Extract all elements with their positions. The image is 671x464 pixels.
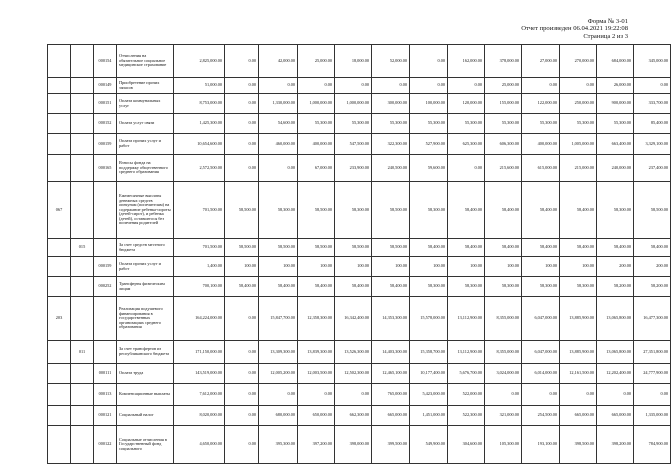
program-code-cell: 203 [48,297,71,341]
monthly-amount-cell: 8,355,000.00 [485,341,522,364]
monthly-amount-cell: 378,000.00 [485,45,522,78]
monthly-amount-cell: 15,358,700.00 [410,341,448,364]
program-code-cell [48,94,71,114]
monthly-amount-cell: 120,000.00 [448,94,485,114]
subprogram-code-cell [71,297,94,341]
monthly-amount-cell: 784,900.00 [634,426,671,464]
monthly-amount-cell: 233,900.00 [335,155,372,182]
table-row [48,239,671,257]
specifics-code-cell: 000111 [94,364,117,384]
monthly-amount-cell: 1,330,000.00 [259,94,298,114]
monthly-amount-cell: 24,777,900.00 [634,364,671,384]
subprogram-code-cell [71,364,94,384]
annual-total-cell: 7,612,000.00 [174,384,225,406]
subprogram-code-cell [71,426,94,464]
monthly-amount-cell: 254,500.00 [522,406,560,426]
specifics-code-cell: 000165 [94,155,117,182]
subprogram-code-cell [71,406,94,426]
monthly-amount-cell: 1,451,000.00 [410,406,448,426]
monthly-amount-cell: 55,300.00 [522,114,560,134]
monthly-amount-cell: 58,500.00 [298,239,335,257]
monthly-amount-cell: 0.00 [225,297,259,341]
monthly-amount-cell: 0.00 [225,384,259,406]
monthly-amount-cell: 0.00 [225,45,259,78]
monthly-amount-cell: 13,112,900.00 [448,341,485,364]
monthly-amount-cell: 0.00 [225,114,259,134]
monthly-amount-cell: 100.00 [298,257,335,277]
item-name-cell: Социальные отчисления в Государственный фонд социального [117,426,174,464]
monthly-amount-cell: 100.00 [410,257,448,277]
annual-total-cell: 2,572,500.00 [174,155,225,182]
program-code-cell [48,426,71,464]
monthly-amount-cell: 765,000.00 [372,384,410,406]
monthly-amount-cell: 55,300.00 [335,114,372,134]
monthly-amount-cell: 58,400.00 [597,239,634,257]
item-name-cell: Компенсационные выплаты [117,384,174,406]
item-name-cell: Социальный налог [117,406,174,426]
monthly-amount-cell: 0.00 [298,78,335,94]
specifics-code-cell: 000113 [94,384,117,406]
monthly-amount-cell: 12,358,300.00 [298,297,335,341]
monthly-amount-cell: 8,355,000.00 [485,297,522,341]
monthly-amount-cell: 58,400.00 [298,277,335,297]
monthly-amount-cell: 215,600.00 [485,155,522,182]
monthly-amount-cell: 100.00 [485,257,522,277]
monthly-amount-cell: 58,300.00 [259,182,298,239]
monthly-amount-cell: 0.00 [597,384,634,406]
annual-total-cell: 8,753,000.00 [174,94,225,114]
monthly-amount-cell: 16,342,400.00 [335,297,372,341]
monthly-amount-cell: 100.00 [335,257,372,277]
table-row [48,78,671,94]
monthly-amount-cell: 100.00 [225,257,259,277]
monthly-amount-cell: 25,000.00 [485,78,522,94]
annual-total-cell: 10,654,600.00 [174,134,225,155]
table-row [48,426,671,464]
monthly-amount-cell: 0.00 [522,78,560,94]
monthly-amount-cell: 55,300.00 [560,114,597,134]
specifics-code-cell: 000252 [94,277,117,297]
table-row [48,277,671,297]
monthly-amount-cell: 0.00 [410,78,448,94]
specifics-code-cell [94,341,117,364]
monthly-amount-cell: 0.00 [225,94,259,114]
monthly-amount-cell: 400,000.00 [298,134,335,155]
specifics-code-cell [94,239,117,257]
subprogram-code-cell [71,155,94,182]
monthly-amount-cell: 397,200.00 [298,426,335,464]
annual-total-cell: 700,100.00 [174,277,225,297]
table-row [48,341,671,364]
monthly-amount-cell: 13,112,900.00 [448,297,485,341]
monthly-amount-cell: 0.00 [335,78,372,94]
monthly-amount-cell: 12,003,500.00 [298,364,335,384]
monthly-amount-cell: 12,005,200.00 [259,364,298,384]
monthly-amount-cell: 304,600.00 [448,426,485,464]
report-timestamp: Отчет произведен 06.04.2021 19:22:08 [521,25,628,32]
table-row [48,364,671,384]
monthly-amount-cell: 14,403,300.00 [372,341,410,364]
monthly-amount-cell: 1,000,000.00 [335,94,372,114]
monthly-amount-cell: 0.00 [372,78,410,94]
specifics-code-cell [94,297,117,341]
monthly-amount-cell: 58,300.00 [448,277,485,297]
monthly-amount-cell: 0.00 [634,78,671,94]
monthly-amount-cell: 615,000.00 [522,155,560,182]
monthly-amount-cell: 0.00 [225,426,259,464]
monthly-amount-cell: 684,000.00 [597,45,634,78]
monthly-amount-cell: 460,000.00 [259,134,298,155]
monthly-amount-cell: 240,500.00 [372,155,410,182]
monthly-amount-cell: 13,526,300.00 [335,341,372,364]
specifics-code-cell: 000159 [94,134,117,155]
monthly-amount-cell: 0.00 [225,78,259,94]
monthly-amount-cell: 5,423,000.00 [410,384,448,406]
monthly-amount-cell: 58,500.00 [298,182,335,239]
monthly-amount-cell: 58,200.00 [634,277,671,297]
monthly-amount-cell: 522,000.00 [448,384,485,406]
specifics-code-cell: 000149 [94,78,117,94]
monthly-amount-cell: 58,500.00 [225,239,259,257]
monthly-amount-cell: 398,500.00 [560,426,597,464]
monthly-amount-cell: 58,500.00 [372,239,410,257]
monthly-amount-cell: 0.00 [448,78,485,94]
specifics-code-cell: 000122 [94,426,117,464]
table-row [48,182,671,239]
monthly-amount-cell: 0.00 [225,134,259,155]
monthly-amount-cell: 25,000.00 [298,45,335,78]
annual-total-cell: 143,519,000.00 [174,364,225,384]
monthly-amount-cell: 58,300.00 [560,277,597,297]
annual-total-cell: 171,150,000.00 [174,341,225,364]
monthly-amount-cell: 155,000.00 [485,94,522,114]
annual-total-cell: 164,224,000.00 [174,297,225,341]
monthly-amount-cell: 0.00 [259,155,298,182]
monthly-amount-cell: 400,000.00 [522,134,560,155]
monthly-amount-cell: 0.00 [448,155,485,182]
program-code-cell: 067 [48,182,71,239]
monthly-amount-cell: 58,400.00 [448,239,485,257]
monthly-amount-cell: 55,300.00 [372,114,410,134]
monthly-amount-cell: 663,400.00 [597,134,634,155]
monthly-amount-cell: 58,400.00 [560,182,597,239]
annual-total-cell: 51,000.00 [174,78,225,94]
specifics-code-cell [94,182,117,239]
monthly-amount-cell: 100.00 [448,257,485,277]
monthly-amount-cell: 625,300.00 [448,134,485,155]
monthly-amount-cell: 333,700.00 [634,94,671,114]
monthly-amount-cell: 15,847,700.00 [259,297,298,341]
monthly-amount-cell: 26,000.00 [597,78,634,94]
monthly-amount-cell: 650,000.00 [298,406,335,426]
annual-total-cell: 2,825,000.00 [174,45,225,78]
monthly-amount-cell: 200.00 [597,257,634,277]
monthly-amount-cell: 58,300.00 [522,277,560,297]
monthly-amount-cell: 399,500.00 [372,426,410,464]
monthly-amount-cell: 58,400.00 [560,239,597,257]
item-name-cell: Ежемесячные выплаты денежных средств опекунам (попечителям) на содержание ребенка-сироты (детей-сирот), и ребенка (детей), оставшегося без попечения родителей [117,182,174,239]
program-code-cell [48,78,71,94]
subprogram-code-cell [71,94,94,114]
program-code-cell [48,406,71,426]
monthly-amount-cell: 0.00 [410,45,448,78]
monthly-amount-cell: 0.00 [485,384,522,406]
monthly-amount-cell: 13,885,900.00 [560,341,597,364]
item-name-cell: За счет трансфертов из республиканского бюджета [117,341,174,364]
subprogram-code-cell [71,257,94,277]
monthly-amount-cell: 105,300.00 [485,426,522,464]
monthly-amount-cell: 250,000.00 [560,94,597,114]
monthly-amount-cell: 322,300.00 [372,134,410,155]
monthly-amount-cell: 100.00 [522,257,560,277]
monthly-amount-cell: 215,000.00 [560,155,597,182]
monthly-amount-cell: 3,024,000.00 [485,364,522,384]
monthly-amount-cell: 237,400.00 [634,155,671,182]
monthly-amount-cell: 0.00 [560,78,597,94]
monthly-amount-cell: 0.00 [560,384,597,406]
monthly-amount-cell: 58,300.00 [410,277,448,297]
subprogram-code-cell [71,277,94,297]
monthly-amount-cell: 58,300.00 [410,182,448,239]
program-code-cell [48,155,71,182]
program-code-cell [48,239,71,257]
monthly-amount-cell: 12,161,500.00 [560,364,597,384]
specifics-code-cell: 000152 [94,114,117,134]
monthly-amount-cell: 240,000.00 [597,155,634,182]
program-code-cell [48,134,71,155]
monthly-amount-cell: 122,000.00 [522,94,560,114]
monthly-amount-cell: 193,100.00 [522,426,560,464]
monthly-amount-cell: 58,400.00 [372,277,410,297]
monthly-amount-cell: 59,600.00 [410,155,448,182]
monthly-amount-cell: 345,000.00 [634,45,671,78]
program-code-cell [48,45,71,78]
monthly-amount-cell: 55,300.00 [448,114,485,134]
item-name-cell: Оплата прочих услуг и работ [117,257,174,277]
monthly-amount-cell: 0.00 [259,78,298,94]
monthly-amount-cell: 270,000.00 [560,45,597,78]
monthly-amount-cell: 58,300.00 [335,182,372,239]
monthly-amount-cell: 55,300.00 [485,114,522,134]
table-row [48,94,671,114]
item-name-cell: Оплата услуг связи [117,114,174,134]
monthly-amount-cell: 100.00 [372,257,410,277]
item-name-cell: Оплата коммунальных услуг [117,94,174,114]
table-row [48,257,671,277]
monthly-amount-cell: 200.00 [634,257,671,277]
table-row [48,114,671,134]
monthly-amount-cell: 27,000.00 [522,45,560,78]
specifics-code-cell: 000121 [94,406,117,426]
monthly-amount-cell: 100.00 [259,257,298,277]
subprogram-code-cell: 015 [71,239,94,257]
item-name-cell: Приобретение прочих запасов [117,78,174,94]
monthly-amount-cell: 0.00 [225,341,259,364]
item-name-cell: Отчисления на обязательное социальное медицинское страхование [117,45,174,78]
monthly-amount-cell: 58,300.00 [485,277,522,297]
monthly-amount-cell: 58,400.00 [485,239,522,257]
annual-total-cell: 1,425,300.00 [174,114,225,134]
specifics-code-cell: 000159 [94,257,117,277]
subprogram-code-cell [71,114,94,134]
monthly-amount-cell: 58,500.00 [259,239,298,257]
monthly-amount-cell: 395,300.00 [259,426,298,464]
monthly-amount-cell: 0.00 [335,384,372,406]
monthly-amount-cell: 665,000.00 [372,406,410,426]
monthly-amount-cell: 14,353,300.00 [372,297,410,341]
monthly-amount-cell: 55,300.00 [410,114,448,134]
monthly-amount-cell: 58,400.00 [448,182,485,239]
monthly-amount-cell: 162,000.00 [448,45,485,78]
subprogram-code-cell [71,384,94,406]
monthly-amount-cell: 42,000.00 [259,45,298,78]
monthly-amount-cell: 900,000.00 [597,94,634,114]
monthly-amount-cell: 0.00 [522,384,560,406]
monthly-amount-cell: 522,300.00 [448,406,485,426]
monthly-amount-cell: 527,900.00 [410,134,448,155]
monthly-amount-cell: 665,000.00 [560,406,597,426]
monthly-amount-cell: 58,500.00 [225,182,259,239]
program-code-cell [48,257,71,277]
monthly-amount-cell: 6,014,000.00 [522,364,560,384]
monthly-amount-cell: 13,309,300.00 [259,341,298,364]
monthly-amount-cell: 398,200.00 [597,426,634,464]
monthly-amount-cell: 1,335,000.00 [634,406,671,426]
monthly-amount-cell: 100,000.00 [410,94,448,114]
monthly-amount-cell: 13,839,300.00 [298,341,335,364]
monthly-amount-cell: 13,065,800.00 [597,297,634,341]
monthly-amount-cell: 0.00 [225,364,259,384]
monthly-amount-cell: 606,300.00 [485,134,522,155]
annual-total-cell: 701,500.00 [174,182,225,239]
program-code-cell [48,277,71,297]
monthly-amount-cell: 52,000.00 [372,45,410,78]
monthly-amount-cell: 58,400.00 [522,182,560,239]
monthly-amount-cell: 0.00 [225,406,259,426]
item-name-cell: За счет средств местного бюджета [117,239,174,257]
monthly-amount-cell: 5,676,700.00 [448,364,485,384]
monthly-amount-cell: 0.00 [634,384,671,406]
monthly-amount-cell: 13,065,800.00 [597,341,634,364]
table-row [48,406,671,426]
form-number: Форма № 3-01 [587,18,628,25]
item-name-cell: Оплата труда [117,364,174,384]
monthly-amount-cell: 18,000.00 [335,45,372,78]
monthly-amount-cell: 1,000,000.00 [298,94,335,114]
monthly-amount-cell: 58,300.00 [597,182,634,239]
program-code-cell [48,384,71,406]
item-name-cell: Взносы фонда на поддержку общественного среднего образования [117,155,174,182]
item-name-cell: Трансферты физическим лицам [117,277,174,297]
monthly-amount-cell: 58,400.00 [522,239,560,257]
table-row [48,155,671,182]
subprogram-code-cell [71,45,94,78]
monthly-amount-cell: 0.00 [225,155,259,182]
monthly-amount-cell: 3,329,100.00 [634,134,671,155]
monthly-amount-cell: 1,005,000.00 [560,134,597,155]
program-code-cell [48,341,71,364]
program-code-cell [48,114,71,134]
budget-table [47,44,671,464]
monthly-amount-cell: 549,900.00 [410,426,448,464]
monthly-amount-cell: 58,200.00 [597,277,634,297]
monthly-amount-cell: 6,047,000.00 [522,297,560,341]
monthly-amount-cell: 27,351,800.00 [634,341,671,364]
monthly-amount-cell: 58,500.00 [634,182,671,239]
monthly-amount-cell: 0.00 [298,384,335,406]
monthly-amount-cell: 58,400.00 [634,239,671,257]
monthly-amount-cell: 58,400.00 [225,277,259,297]
monthly-amount-cell: 16,477,300.00 [634,297,671,341]
monthly-amount-cell: 13,885,900.00 [560,297,597,341]
monthly-amount-cell: 6,047,000.00 [522,341,560,364]
subprogram-code-cell [71,182,94,239]
annual-total-cell: 701,500.00 [174,239,225,257]
monthly-amount-cell: 67,000.00 [298,155,335,182]
monthly-amount-cell: 0.00 [259,384,298,406]
monthly-amount-cell: 55,300.00 [298,114,335,134]
page-indicator: Страница 2 из 3 [583,33,628,40]
monthly-amount-cell: 15,578,000.00 [410,297,448,341]
item-name-cell: Реализация подушевого финансирования в государственных организациях среднего образования [117,297,174,341]
item-name-cell: Оплата прочих услуг и работ [117,134,174,155]
monthly-amount-cell: 58,400.00 [410,239,448,257]
annual-total-cell: 8,020,000.00 [174,406,225,426]
monthly-amount-cell: 100.00 [560,257,597,277]
monthly-amount-cell: 54,600.00 [259,114,298,134]
monthly-amount-cell: 300,000.00 [372,94,410,114]
monthly-amount-cell: 58,400.00 [485,182,522,239]
subprogram-code-cell [71,134,94,155]
monthly-amount-cell: 58,500.00 [335,239,372,257]
monthly-amount-cell: 680,000.00 [259,406,298,426]
monthly-amount-cell: 12,202,400.00 [597,364,634,384]
monthly-amount-cell: 58,500.00 [372,182,410,239]
monthly-amount-cell: 10,177,400.00 [410,364,448,384]
monthly-amount-cell: 58,400.00 [259,277,298,297]
table-row [48,45,671,78]
table-row [48,297,671,341]
annual-total-cell: 4,650,000.00 [174,426,225,464]
specifics-code-cell: 000151 [94,94,117,114]
monthly-amount-cell: 547,500.00 [335,134,372,155]
monthly-amount-cell: 85,400.00 [634,114,671,134]
monthly-amount-cell: 58,400.00 [335,277,372,297]
monthly-amount-cell: 55,300.00 [597,114,634,134]
monthly-amount-cell: 665,000.00 [597,406,634,426]
specifics-code-cell: 000154 [94,45,117,78]
monthly-amount-cell: 12,502,300.00 [335,364,372,384]
subprogram-code-cell: 011 [71,341,94,364]
program-code-cell [48,364,71,384]
monthly-amount-cell: 662,300.00 [335,406,372,426]
table-body [48,45,671,464]
annual-total-cell: 1,400.00 [174,257,225,277]
subprogram-code-cell [71,78,94,94]
monthly-amount-cell: 12,465,100.00 [372,364,410,384]
monthly-amount-cell: 321,000.00 [485,406,522,426]
table-row [48,134,671,155]
monthly-amount-cell: 398,000.00 [335,426,372,464]
table-row [48,384,671,406]
